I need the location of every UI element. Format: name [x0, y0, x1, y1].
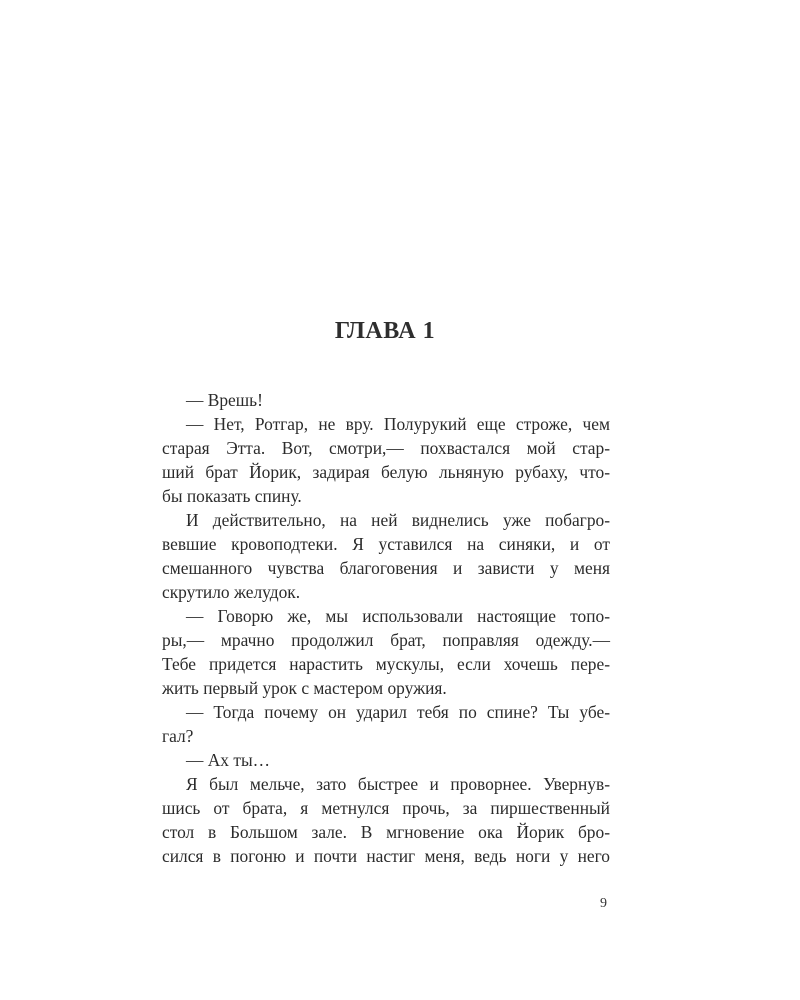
text-line: сился в погоню и почти настиг меня, ведь ноги у него: [162, 846, 610, 866]
chapter-body: [162, 388, 610, 868]
text-line: шись от брата, я метнулся прочь, за пиршественный: [162, 798, 610, 818]
text-line: старая Этта. Вот, смотри,— похвастался мой стар-: [162, 438, 610, 458]
page-number: 9: [600, 896, 607, 911]
text-line: Тебе придется нарастить мускулы, если хочешь пере-: [162, 654, 610, 674]
text-line: — Врешь!: [186, 390, 263, 410]
text-line: — Говорю же, мы использовали настоящие топо-: [186, 606, 610, 626]
text-line: жить первый урок с мастером оружия.: [162, 678, 447, 698]
text-line: — Тогда почему он ударил тебя по спине? Ты убе-: [186, 702, 610, 722]
text-line: Я был мельче, зато быстрее и проворнее. Увернув-: [186, 774, 610, 794]
text-line: скрутило желудок.: [162, 582, 301, 602]
chapter-title: ГЛАВА 1: [334, 318, 436, 344]
text-line: — Ах ты…: [186, 750, 271, 770]
text-line: ший брат Йорик, задирая белую льняную рубаху, что-: [162, 462, 610, 482]
text-line: бы показать спину.: [162, 486, 302, 506]
text-line: вевшие кровоподтеки. Я уставился на синяки, и от: [162, 534, 610, 554]
text-line: — Нет, Ротгар, не вру. Полурукий еще строже, чем: [186, 414, 610, 434]
text-line: смешанного чувства благоговения и зависти у меня: [162, 558, 610, 578]
text-line: гал?: [162, 726, 194, 746]
text-line: стол в Большом зале. В мгновение ока Йорик бро-: [162, 822, 610, 842]
text-line: И действительно, на ней виднелись уже побагро-: [186, 510, 610, 530]
text-line: ры,— мрачно продолжил брат, поправляя одежду.—: [162, 630, 610, 650]
